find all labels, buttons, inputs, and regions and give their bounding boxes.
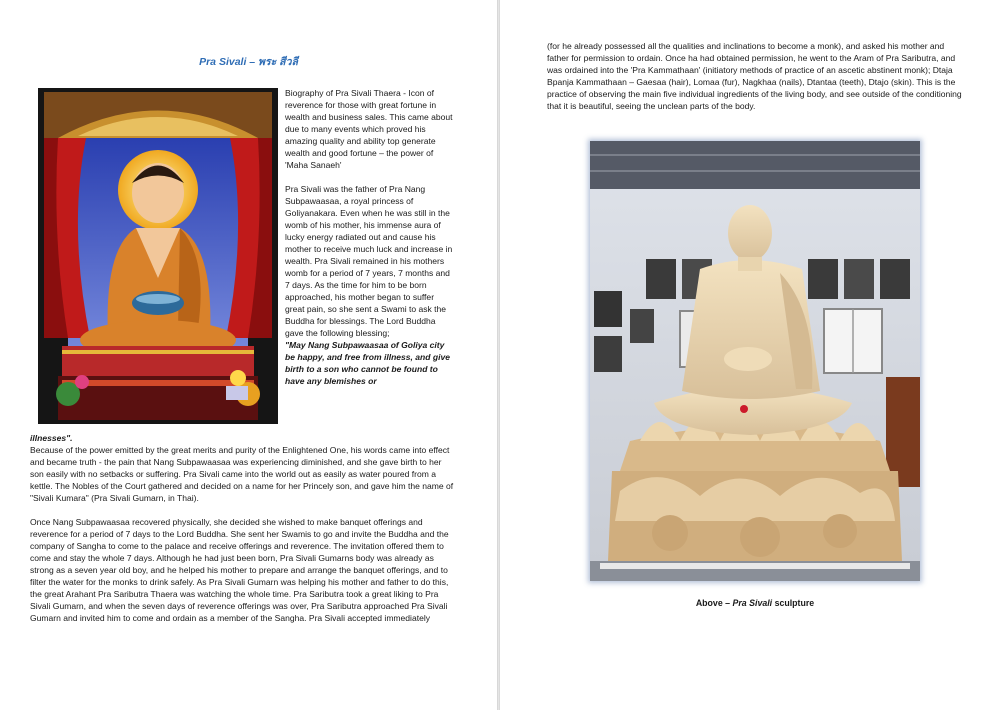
blessing-quote: "May Nang Subpawaasaa of Goliya city be happy, and free from illness, and give birth to a son who cannot be found to have any blemishes or bbox=[285, 340, 450, 386]
left-full-text bbox=[30, 444, 455, 624]
caption-prefix: Above – bbox=[695, 598, 733, 608]
banquet-paragraph: Once Nang Subpawaasaa recovered physically, she decided she wished to make banquet offerings and reverence for a period of 7 days to the Lord Buddha. She sent her Swamis to go and invite the Buddha and the company of Sangha to come to the palace and receive offerings and reverence. The invitation offered them to come and stay the whole 7 days. Although he had just been born, Pra Sivali Gumarns body was already as strong as a seven year old boy, and he helped his mother to prepare and arrange the banquet offerings, and to filter the water for the monks to drink safely. As Pra Sivali Gumarn was helping his mother and father to do this, the great Arahant Pra Saributra Thaera was watching the whole time. Pra Saributra took a great liking to Pra Sivali Gumarn, and when the seven days of reverence offerings was over, Pra Saributra approached Pra Sivali Gumarn and invited him to come and ordain as a member of the Sangha. Pra Sivali accepted immediately bbox=[30, 517, 449, 623]
photo-caption bbox=[600, 598, 910, 608]
birth-paragraph: Pra Sivali was the father of Pra Nang Subpawaasaa, a royal princess of Goliyanakara. Even when he was still in the womb of his mother, his immense aura of lucky energy radiated out and cause his mother to receive much luck and increase in wealth. Pra Sivali remained in his mothers womb for a period of 7 years, 7 months and 7 days. As the time for him to be born approached, his mother began to suffer great pain, so she sent a Swami to ask the Buddha for blessings. The Lord Buddha gave the following blessing; bbox=[285, 184, 453, 338]
caption-suffix: sculpture bbox=[772, 598, 815, 608]
power-paragraph: Because of the power emitted by the great merits and purity of the Enlightened One, his words came into effect and became truth - the pain that Nang Subpawaasaa was experiencing diminished, and she gave birth to her son easily with no setbacks or suffering. Pra Sivali came into the world out as easily as water poured from a kettle. The Nobles of the Court gathered and decided on a name for her Princely son, and gave him the name of "Sivali Kumara" (Pra Sivali Gumarn, in Thai). bbox=[30, 445, 454, 503]
caption-name: Pra Sivali bbox=[732, 598, 773, 608]
left-column-text bbox=[285, 87, 453, 387]
sculpture-photo bbox=[590, 141, 920, 581]
blessing-quote-end: illnesses". bbox=[30, 433, 73, 443]
right-column-text: (for he already possessed all the qualities and inclinations to become a monk), and asked his mother and father for permission to ordain. Once ha had obtained permission, he went to the Aram of Pra Saributra, and was ordained into the 'Pra Kammathaan' (initiatory methods of practice of an ascetic abstinent monk); Dtaja Bpanja Kammathaan – Gaesaa (hair), Lomaa (fur), Nagkhaa (nails), Dtantaa (teeth), Dtajo (skin). This is the practice of observing the main five individual ingredients of the living body, and see outside of the conditioning that it is beautiful, seeing the unclean parts of the body. bbox=[547, 41, 962, 111]
page-title: Pra Sivali – พระ สีวลี bbox=[199, 56, 298, 68]
pra-sivali-painting bbox=[38, 88, 278, 424]
intro-paragraph: Biography of Pra Sivali Thaera - Icon of reverence for those with great fortune in wealth and business sales. This came about due to many events which proved his amazing quality and ability top generate wealth and good fortune – the power of 'Maha Sanaeh' bbox=[285, 88, 453, 170]
